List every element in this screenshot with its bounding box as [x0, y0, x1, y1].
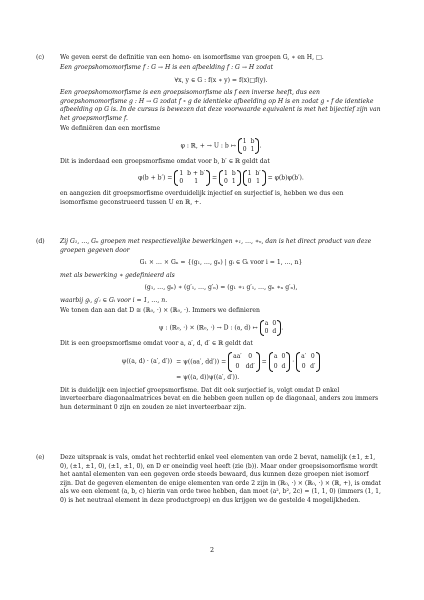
page-number: 2	[209, 546, 215, 554]
d-psi-definition: ψ : (ℝ₀, ·) × (ℝ₀, ·) → D : (a, d) ↦ a 0 0 d .	[158, 319, 284, 335]
c-phi-definition: φ : ℝ, + → U : b ↦ 1 b 0 1 .	[180, 137, 262, 153]
c-hom-calculation: φ(b + b′) = 1 b + b′ 0 1 = 1 b 0 1 1 b′ 0 1 = φ(b)φ(b′).	[138, 170, 304, 186]
item-c	[36, 54, 382, 209]
d-operation-text: met als bewerking ∗ gedefinieerd als	[60, 271, 175, 279]
c-isomorphism-text: Een groepshomomorfisme is een groepsisomorfisme als f een inverse heeft, dus een groepshomomorfisme g : H → G zodat f ∘ g de identieke afbeelding op H is en zodat g ∘ f de identieke afbeelding op G is. In de cursus is bewezen dat deze voorwaarde equivalent is met het bijectief zijn van het groepsmorfisme f.	[60, 89, 381, 123]
d-product-equation: G₁ × … × Gₙ = {(g₁, …, gₙ) | gᵢ ∈ Gᵢ voor i = 1, …, n}	[139, 259, 303, 267]
c-b-matrix: 1 b 0 1	[219, 170, 241, 186]
c-intro: We geven eerst de definitie van een homo- en isomorfisme van groepen G, ∗ en H, □.	[60, 54, 324, 61]
d-show: We tonen dan aan dat D ≅ (ℝ₀, ·) × (ℝ₀, ·). Immers we definieren	[60, 307, 260, 315]
d-is-hom: Dit is een groepsmorfisme omdat voor a, a′, d, d′ ∈ ℝ geldt dat	[60, 339, 253, 347]
d-where: waarbij gᵢ, g′ᵢ ∈ Gᵢ voor i = 1, …, n.	[60, 296, 168, 304]
c-phi-lhs: φ : ℝ, + → U : b ↦	[180, 142, 236, 150]
d-operation-equation: (g₁, …, gₙ) ∗ (g′₁, …, g′ₙ) = (g₁ ∗₁ g′₁, …, gₙ ∗ₙ g′ₙ),	[144, 284, 298, 292]
c-we-define: We definiëren dan een morfisme	[60, 125, 161, 133]
item-d	[36, 238, 382, 414]
c-definition: Een groepshomomorfisme f : G → H is een afbeelding f : G → H zodat	[60, 64, 274, 72]
c-phi-matrix: 1 b 0 1	[238, 138, 260, 154]
e-text: Deze uitspraak is vals, omdat het rechterlid enkel veel elementen van orde 2 bevat, namelijk (±1, ±1, 0), (±1, ±1, 0), (±1, ±1, 0), en D er oneindig veel heeft (zie (b)). Maar onder groepsisomorfisme wordt het aantal elementen van een gegeven orde steeds bewaard, dus kunnen deze groepen niet isomorf zijn. Dat de gegeven elementen de enige elementen van orde 2 zijn in (ℝ₀, ·) × (ℝ₀, ·) × (ℝ, +), is omdat als we een element (a, b, c) hierin van orde twee hebben, dan moet (a², b², 2c) = (1, 1, 0) (immers (1, 1, 0) is het neutraal element in deze productgroep) en dus krijgen we de gestelde 4 mogelijkheden.	[60, 454, 381, 504]
d-product-matrix: aa′ 0 0 dd′	[228, 352, 260, 372]
item-e-label: (e)	[36, 454, 45, 461]
d-hom-calculation: ψ((a, d) · (a′, d′)) = ψ((aa′, dd′)) = aa′ 0 0 dd′ = a 0 0 d · a′ 0 0 d′ = ψ((a, d))ψ((a′, d′)).	[120, 351, 323, 384]
c-conclusion: en aangezien dit groepsmorfisme overduidelijk injectief en surjectief is, hebben we dus een isomorfisme geconstrueerd tussen U en ℝ, +.	[60, 190, 344, 206]
d-intro: Zij G₁, …, Gₙ groepen met respectievelijke bewerkingen ∗₁, …, ∗ₙ, dan is het direct product van deze groepen gegeven door	[60, 238, 372, 254]
c-sum-matrix: 1 b + b′ 0 1	[174, 170, 210, 186]
item-c-label: (c)	[36, 54, 45, 61]
d-psi-matrix: a 0 0 d	[260, 320, 282, 336]
item-e	[36, 454, 382, 507]
d-adprime-matrix: a′ 0 0 d′	[296, 352, 320, 372]
d-ad-matrix: a 0 0 d	[269, 352, 291, 372]
c-definition-equation: ∀x, y ∈ G : f(x ∗ y) = f(x)□f(y).	[174, 76, 268, 84]
item-d-label: (d)	[36, 238, 45, 245]
c-is-hom: Dit is inderdaad een groepsmorfisme omdat voor b, b′ ∈ ℝ geldt dat	[60, 157, 270, 165]
c-bprime-matrix: 1 b′ 0 1	[243, 170, 266, 186]
d-conclusion: Dit is duidelijk een injectief groepsmorfisme. Dat dit ook surjectief is, volgt omdat D enkel inverteerbare diagonaalmatrices bevat en die hebben geen nullen op de diagonaal, anders zou immers hun determinant 0 zijn en zouden ze niet inverteerbaar zijn.	[60, 386, 379, 412]
